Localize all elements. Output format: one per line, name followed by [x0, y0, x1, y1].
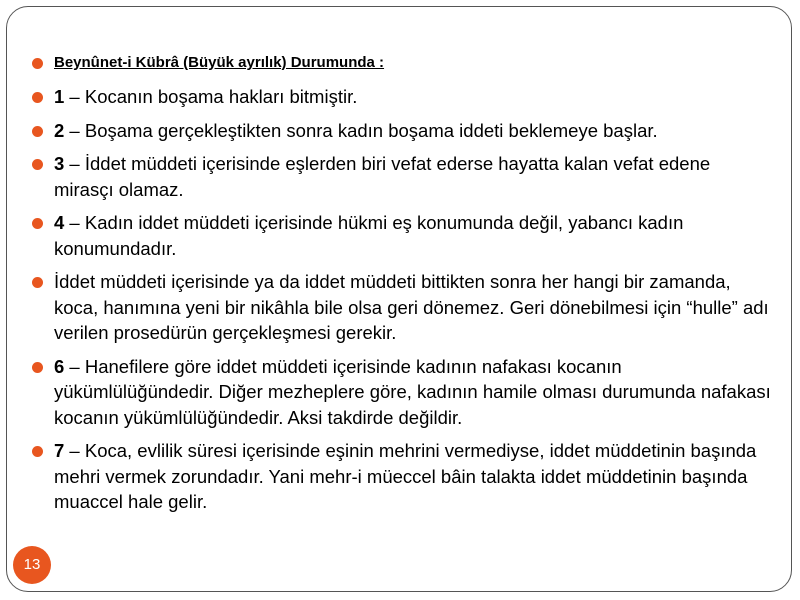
bullet-dot-icon: [32, 218, 43, 229]
bullet-dot-icon: [32, 58, 43, 69]
bullet-dot-icon: [32, 277, 43, 288]
item-text: – Hanefilere göre iddet müddeti içerisinde kadının nafakası kocanın yükümlülüğündedir. Diğer mezheplere göre, kadının hamile olması durumunda nafakası kocanın yükümlülüğündedir. Aksi takdirde değildir.: [54, 355, 771, 428]
item-text: – İddet müddeti içerisinde eşlerden biri vefat ederse hayatta kalan vefat edene mirasçı olamaz.: [54, 153, 711, 200]
item-number: 3: [54, 153, 65, 174]
list-item: [32, 438, 772, 515]
list-item: [32, 210, 772, 261]
item-number: 6: [54, 355, 65, 377]
bullet-dot-icon: [32, 362, 43, 373]
bullet-list: [32, 52, 772, 515]
item-text: – Kadın iddet müddeti içerisinde hükmi eş konumunda değil, yabancı kadın konumundadır.: [54, 212, 684, 259]
item-number: 4: [54, 212, 65, 233]
item-number: 2: [54, 119, 65, 141]
list-item: [32, 151, 772, 202]
list-item: [32, 84, 772, 110]
item-number: 1: [54, 86, 65, 107]
item-text: – Boşama gerçekleştikten sonra kadın boşama iddeti beklemeye başlar.: [64, 119, 658, 141]
bullet-dot-icon: [32, 126, 43, 137]
list-item: [32, 354, 772, 431]
item-text: – Kocanın boşama hakları bitmiştir.: [64, 86, 358, 107]
list-item: [32, 269, 772, 346]
bullet-dot-icon: [32, 446, 43, 457]
page-number-badge: 13: [13, 546, 51, 584]
list-item: [32, 118, 772, 144]
list-heading: [32, 52, 772, 74]
item-text: – Koca, evlilik süresi içerisinde eşinin mehrini vermediyse, iddet müddetinin başında mehri vermek zorundadır. Yani mehr-i müeccel bâin talakta iddet müddetinin başında muaccel hale gelir.: [54, 440, 757, 512]
bullet-dot-icon: [32, 92, 43, 103]
heading-text: Beynûnet-i Kübrâ (Büyük ayrılık) Durumunda :: [54, 54, 385, 71]
slide-content: [32, 52, 772, 523]
item-text: İddet müddeti içerisinde ya da iddet müddeti bittikten sonra her hangi bir zamanda, koca, hanımına yeni bir nikâhla bile olsa geri dönemez. Geri dönebilmesi için “hulle” adı verilen prosedürün gerçekleşmesi gerekir.: [54, 271, 769, 343]
item-number: 7: [54, 440, 65, 461]
bullet-dot-icon: [32, 159, 43, 170]
